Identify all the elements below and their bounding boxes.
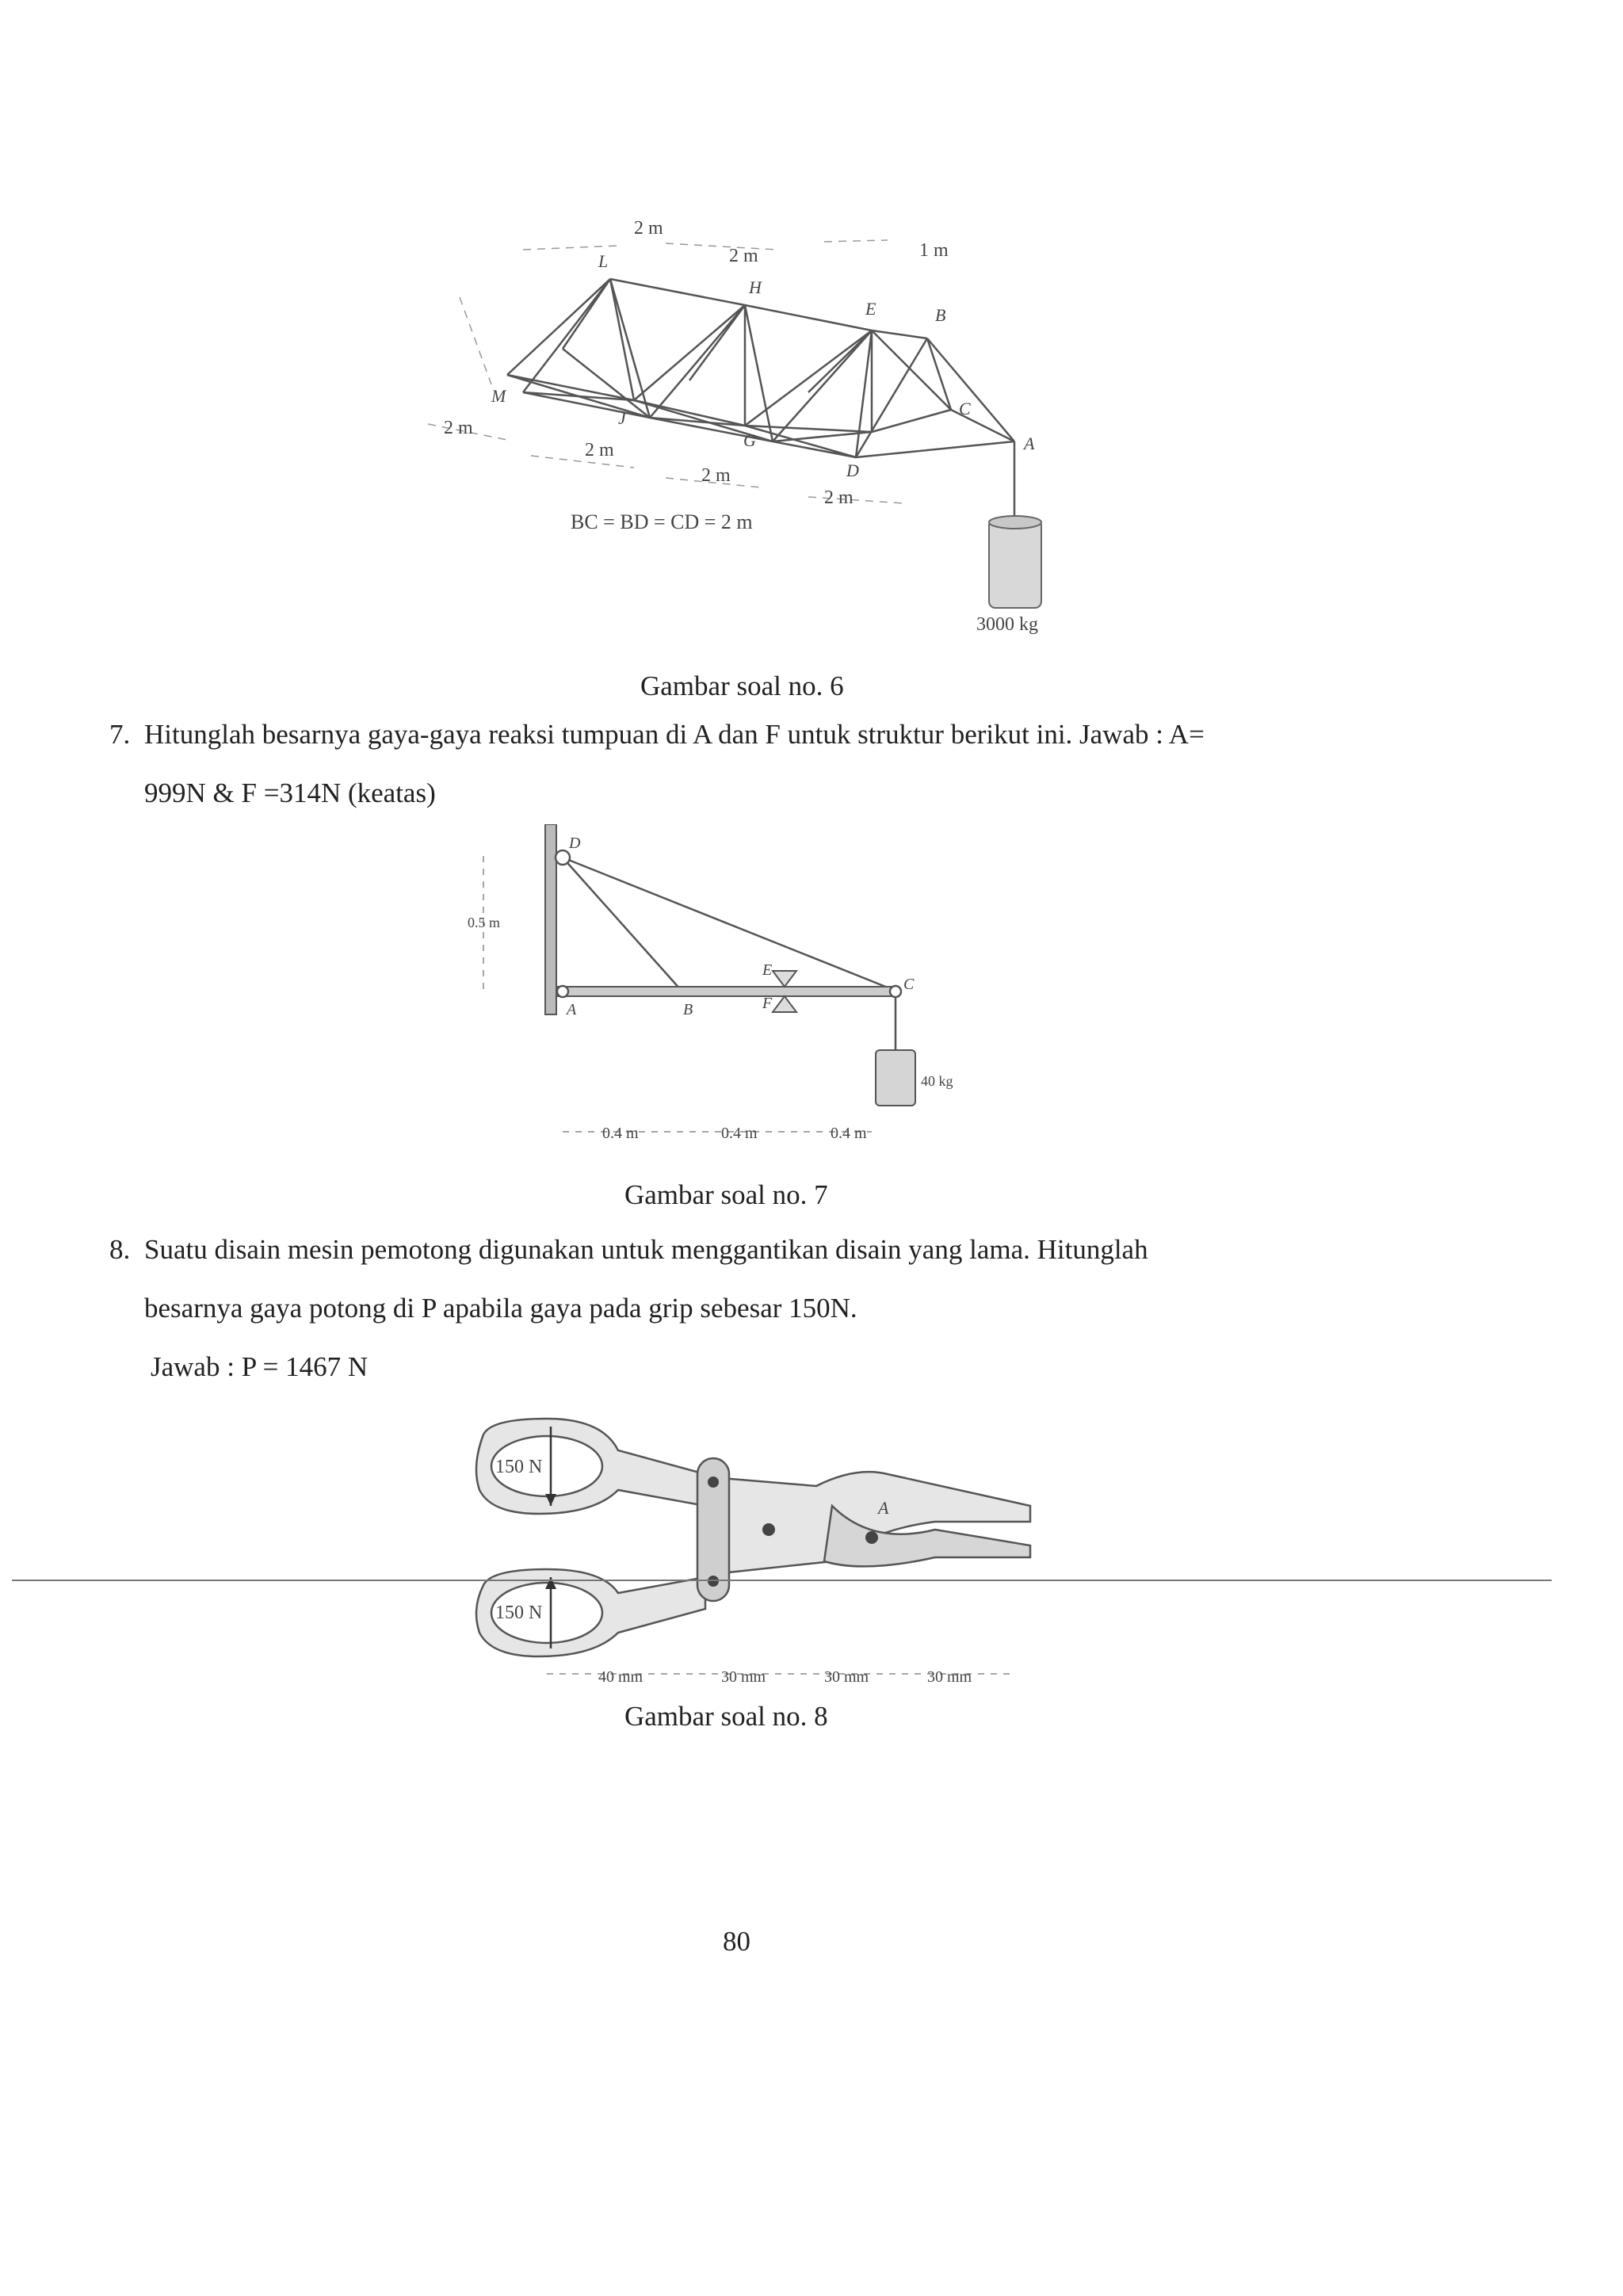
- beam-drawing: [460, 824, 1014, 1157]
- node-D-label: D: [846, 460, 859, 480]
- label-bottom-dim-2: 2 m: [585, 440, 614, 460]
- label-top-right-dim: 1 m: [919, 240, 949, 261]
- node-B-label: B: [683, 1001, 693, 1018]
- node-M-label: M: [491, 386, 506, 406]
- truss-drawing: [412, 202, 1125, 646]
- label-bottom-dim-3: 2 m: [701, 465, 731, 486]
- node-H-label: H: [749, 277, 762, 297]
- label-force-top: 150 N: [495, 1457, 543, 1477]
- problem-7-line-2: 999N & F =314N (keatas): [144, 777, 436, 808]
- label-span-1: 0.4 m: [602, 1125, 639, 1142]
- label-force-bottom: 150 N: [495, 1603, 543, 1623]
- page-number: 80: [723, 1926, 750, 1957]
- problem-7-line-1: Hitunglah besarnya gaya-gaya reaksi tumpuan di A dan F untuk struktur berikut ini. Jawab : A=: [144, 719, 1205, 750]
- problem-7-text: [144, 705, 1205, 823]
- figure-8-caption: Gambar soal no. 8: [624, 1701, 828, 1732]
- label-equation: BC = BD = CD = 2 m: [571, 510, 753, 533]
- label-bottom-dim-1: 2 m: [444, 418, 473, 438]
- label-bottom-dim-4: 2 m: [824, 487, 854, 508]
- label-dim-4: 30 mm: [927, 1668, 972, 1686]
- weight-block: [876, 1050, 915, 1106]
- problem-8-line-2: besarnya gaya potong di P apabila gaya pada grip sebesar 150N.: [144, 1293, 857, 1324]
- label-point-A: A: [878, 1498, 889, 1518]
- node-E-label: E: [762, 961, 773, 979]
- node-J-label: J: [618, 408, 626, 428]
- node-F-label: F: [762, 995, 773, 1012]
- figure-6-caption: Gambar soal no. 6: [640, 670, 844, 701]
- node-E-label: E: [865, 299, 876, 319]
- label-dim-2: 30 mm: [721, 1668, 766, 1686]
- label-mass: 40 kg: [921, 1073, 953, 1089]
- problem-7: [109, 705, 1536, 824]
- node-L-label: L: [598, 251, 609, 271]
- node-D-label: D: [569, 835, 581, 852]
- label-top-left-dim: 2 m: [634, 218, 663, 239]
- weight-block: [989, 519, 1041, 608]
- figure-8-cutter: [460, 1403, 1062, 1704]
- label-dim-1: 40 mm: [598, 1668, 643, 1686]
- problem-8-line-3: Jawab : P = 1467 N: [151, 1351, 369, 1382]
- node-A-label: A: [567, 1001, 577, 1018]
- node-G-label: G: [743, 430, 756, 450]
- problem-8-text: [144, 1221, 1148, 1396]
- problem-8: [109, 1221, 1536, 1403]
- problem-7-number: 7.: [109, 719, 131, 750]
- figure-7-caption: Gambar soal no. 7: [624, 1179, 828, 1210]
- label-height-dim: 0.5 m: [468, 915, 501, 930]
- label-mass: 3000 kg: [976, 614, 1038, 635]
- label-span-3: 0.4 m: [831, 1125, 867, 1142]
- scan-line: [12, 1580, 1552, 1581]
- node-C-label: C: [959, 399, 971, 418]
- cutter-drawing: [460, 1403, 1062, 1704]
- figure-7-beam: [460, 824, 1014, 1157]
- label-dim-3: 30 mm: [824, 1668, 869, 1686]
- problem-8-number: 8.: [109, 1234, 131, 1265]
- node-A-label: A: [1024, 434, 1035, 453]
- node-B-label: B: [935, 305, 946, 325]
- label-span-2: 0.4 m: [721, 1125, 758, 1142]
- label-top-mid-dim: 2 m: [729, 246, 758, 266]
- node-C-label: C: [903, 976, 915, 993]
- problem-8-line-1: Suatu disain mesin pemotong digunakan untuk menggantikan disain yang lama. Hitunglah: [144, 1234, 1148, 1265]
- figure-6-truss: [412, 202, 1125, 646]
